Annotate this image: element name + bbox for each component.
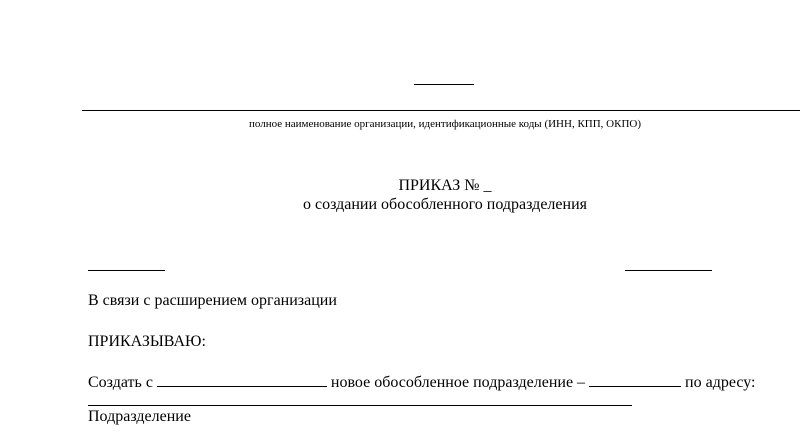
create-text-3: по адресу:: [685, 374, 756, 391]
create-text-1: Создать с: [88, 374, 153, 391]
create-text-2: новое обособленное подразделение –: [330, 374, 586, 391]
subdivision-label: Подразделение: [88, 408, 191, 425]
date-blank: [88, 270, 165, 271]
place-blank: [625, 270, 712, 271]
order-title: ПРИКАЗ № _: [398, 177, 492, 194]
order-word: ПРИКАЗЫВАЮ:: [88, 333, 206, 350]
start-date-blank: [157, 372, 327, 387]
order-subtitle: о создании обособленного подразделения: [302, 196, 587, 213]
order-title-block: [0, 176, 800, 214]
organization-caption: полное наименование организации, идентификационные коды (ИНН, КПП, ОКПО): [248, 118, 641, 130]
paragraph-reason: В связи с расширением организации: [88, 292, 337, 309]
address-line: [88, 405, 632, 406]
create-line: [88, 372, 755, 392]
top-short-blank: [414, 84, 474, 85]
organization-name-line: [82, 110, 800, 111]
subdivision-name-blank: [589, 372, 681, 387]
